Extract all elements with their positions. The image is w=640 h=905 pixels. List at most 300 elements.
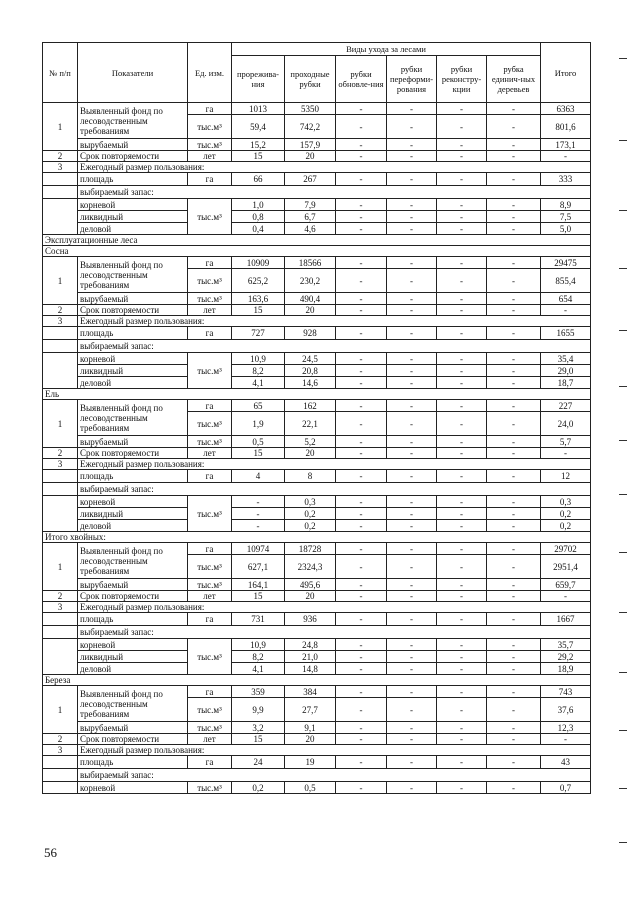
table-row <box>43 305 591 316</box>
value-cell: - <box>387 756 437 769</box>
indicator-label: Ежегодный размер пользования: <box>78 459 591 470</box>
unit-cell: га <box>188 686 232 698</box>
value-cell: - <box>487 686 541 698</box>
table-row <box>43 199 591 211</box>
value-cell: 0,2 <box>232 782 285 794</box>
value-cell: - <box>336 756 387 769</box>
value-cell: - <box>387 613 437 626</box>
value-cell: - <box>336 470 387 483</box>
margin-tick <box>619 268 627 269</box>
indicator-label: Выявленный фонд по лесоводственным требованиям <box>78 400 188 436</box>
value-cell: 2324,3 <box>285 555 336 579</box>
table-row <box>43 532 591 543</box>
unit-cell: лет <box>188 305 232 316</box>
value-cell: - <box>437 651 487 663</box>
empty-cell <box>43 340 78 353</box>
value-cell: - <box>387 663 437 675</box>
indicator-label: деловой <box>78 223 188 235</box>
row-number: 2 <box>43 305 78 316</box>
total-cell: 855,4 <box>541 269 591 293</box>
value-cell: - <box>387 293 437 305</box>
indicator-label: площадь <box>78 613 188 626</box>
empty-cell <box>43 756 78 769</box>
value-cell: - <box>387 269 437 293</box>
value-cell: - <box>437 639 487 651</box>
indicator-label: выбираемый запас: <box>78 186 591 199</box>
value-cell: 20 <box>285 305 336 316</box>
value-cell: - <box>387 211 437 223</box>
value-cell: 66 <box>232 173 285 186</box>
indicator-label: площадь <box>78 470 188 483</box>
total-cell: 8,9 <box>541 199 591 211</box>
value-cell: - <box>487 663 541 675</box>
value-cell: 1,0 <box>232 199 285 211</box>
indicator-label: вырубаемый <box>78 139 188 151</box>
table-row <box>43 483 591 496</box>
value-cell: 0,8 <box>232 211 285 223</box>
value-cell: 495,6 <box>285 579 336 591</box>
value-cell: - <box>437 173 487 186</box>
table-row <box>43 389 591 400</box>
table-row <box>43 591 591 602</box>
margin-tick <box>619 494 627 495</box>
total-cell: 0,2 <box>541 508 591 520</box>
value-cell: 1,9 <box>232 412 285 436</box>
value-cell: 18728 <box>285 543 336 555</box>
table-row <box>43 745 591 756</box>
margin-tick <box>619 612 627 613</box>
margin-tick <box>619 58 627 59</box>
value-cell: - <box>387 257 437 269</box>
value-cell: 4 <box>232 470 285 483</box>
value-cell: - <box>336 698 387 722</box>
header-thinning: прорежива-ния <box>232 56 285 103</box>
value-cell: - <box>336 543 387 555</box>
total-cell: 29,0 <box>541 365 591 377</box>
table-row <box>43 257 591 269</box>
value-cell: - <box>437 698 487 722</box>
value-cell: 27,7 <box>285 698 336 722</box>
value-cell: - <box>336 199 387 211</box>
value-cell: - <box>387 305 437 316</box>
value-cell: - <box>487 651 541 663</box>
value-cell: - <box>232 520 285 532</box>
value-cell: - <box>487 579 541 591</box>
value-cell: - <box>437 305 487 316</box>
indicator-label: Выявленный фонд по лесоводственным требованиям <box>78 103 188 139</box>
value-cell: - <box>487 211 541 223</box>
value-cell: 20 <box>285 151 336 162</box>
value-cell: - <box>437 782 487 794</box>
value-cell: - <box>487 496 541 508</box>
empty-cell <box>43 769 78 782</box>
value-cell: - <box>387 470 437 483</box>
margin-tick <box>619 672 627 673</box>
total-cell: 35,4 <box>541 353 591 365</box>
table-row <box>43 675 591 686</box>
unit-cell: тыс.м³ <box>188 782 232 794</box>
value-cell: 0,2 <box>285 520 336 532</box>
row-number: 2 <box>43 734 78 745</box>
table-row <box>43 327 591 340</box>
unit-cell: тыс.м³ <box>188 436 232 448</box>
value-cell: - <box>336 613 387 626</box>
total-cell: 12,3 <box>541 722 591 734</box>
value-cell: 742,2 <box>285 115 336 139</box>
value-cell: 230,2 <box>285 269 336 293</box>
value-cell: - <box>336 508 387 520</box>
indicator-label: деловой <box>78 377 188 389</box>
value-cell: - <box>336 496 387 508</box>
value-cell: - <box>487 173 541 186</box>
indicator-label: корневой <box>78 782 188 794</box>
value-cell: - <box>387 173 437 186</box>
empty-cell <box>43 199 78 235</box>
total-cell: 654 <box>541 293 591 305</box>
value-cell: - <box>336 211 387 223</box>
value-cell: - <box>487 448 541 459</box>
value-cell: - <box>387 579 437 591</box>
table-row <box>43 377 591 389</box>
value-cell: - <box>437 470 487 483</box>
value-cell: - <box>387 151 437 162</box>
value-cell: - <box>437 365 487 377</box>
row-number: 2 <box>43 448 78 459</box>
value-cell: - <box>336 448 387 459</box>
table-row <box>43 139 591 151</box>
value-cell: 15 <box>232 305 285 316</box>
unit-cell: лет <box>188 151 232 162</box>
indicator-label: Ежегодный размер пользования: <box>78 745 591 756</box>
table-row <box>43 459 591 470</box>
value-cell: 59,4 <box>232 115 285 139</box>
table-row <box>43 293 591 305</box>
table-row <box>43 663 591 675</box>
value-cell: - <box>336 173 387 186</box>
value-cell: - <box>437 496 487 508</box>
value-cell: - <box>336 103 387 115</box>
value-cell: - <box>437 579 487 591</box>
value-cell: - <box>487 115 541 139</box>
header-indicators: Показатели <box>78 43 188 103</box>
value-cell: - <box>437 199 487 211</box>
value-cell: - <box>336 734 387 745</box>
table-row <box>43 448 591 459</box>
value-cell: - <box>336 722 387 734</box>
value-cell: - <box>437 293 487 305</box>
value-cell: 19 <box>285 756 336 769</box>
value-cell: 15 <box>232 591 285 602</box>
unit-cell: га <box>188 613 232 626</box>
value-cell: - <box>487 613 541 626</box>
table-row <box>43 235 591 246</box>
margin-tick <box>619 730 627 731</box>
indicator-label: площадь <box>78 756 188 769</box>
value-cell: 157,9 <box>285 139 336 151</box>
table-row <box>43 223 591 235</box>
header-num: № п/п <box>43 43 78 103</box>
indicator-label: корневой <box>78 639 188 651</box>
total-cell: 333 <box>541 173 591 186</box>
unit-cell: тыс.м³ <box>188 139 232 151</box>
value-cell: - <box>387 436 437 448</box>
row-number: 1 <box>43 103 78 151</box>
unit-cell: га <box>188 756 232 769</box>
value-cell: 163,6 <box>232 293 285 305</box>
value-cell: 359 <box>232 686 285 698</box>
unit-cell: тыс.м³ <box>188 412 232 436</box>
value-cell: 20 <box>285 591 336 602</box>
total-cell: 24,0 <box>541 412 591 436</box>
margin-tick <box>619 210 627 211</box>
total-cell: 18,9 <box>541 663 591 675</box>
total-cell: 12 <box>541 470 591 483</box>
table-row <box>43 756 591 769</box>
margin-tick <box>619 330 627 331</box>
indicator-label: ликвидный <box>78 365 188 377</box>
total-cell: - <box>541 591 591 602</box>
margin-tick <box>619 842 627 843</box>
indicator-label: выбираемый запас: <box>78 769 591 782</box>
value-cell: - <box>487 269 541 293</box>
table-row <box>43 211 591 223</box>
unit-cell: тыс.м³ <box>188 579 232 591</box>
value-cell: - <box>336 269 387 293</box>
total-cell: 6363 <box>541 103 591 115</box>
margin-tick <box>619 140 627 141</box>
table-row <box>43 496 591 508</box>
header-total: Итого <box>541 43 591 103</box>
total-cell: 7,5 <box>541 211 591 223</box>
value-cell: - <box>487 734 541 745</box>
header-renewal-cuts: рубки обновле-ния <box>336 56 387 103</box>
value-cell: 8 <box>285 470 336 483</box>
value-cell: - <box>387 412 437 436</box>
value-cell: 627,1 <box>232 555 285 579</box>
value-cell: - <box>437 269 487 293</box>
empty-cell <box>43 173 78 186</box>
empty-cell <box>43 626 78 639</box>
value-cell: 9,9 <box>232 698 285 722</box>
value-cell: - <box>336 365 387 377</box>
table-row <box>43 162 591 173</box>
value-cell: - <box>437 211 487 223</box>
unit-cell: тыс.м³ <box>188 555 232 579</box>
total-cell: - <box>541 305 591 316</box>
table-row <box>43 613 591 626</box>
value-cell: 0,5 <box>285 782 336 794</box>
total-cell: 227 <box>541 400 591 412</box>
row-number: 1 <box>43 400 78 448</box>
value-cell: - <box>336 305 387 316</box>
unit-cell: га <box>188 543 232 555</box>
table-row <box>43 734 591 745</box>
indicator-label: деловой <box>78 520 188 532</box>
total-cell: - <box>541 151 591 162</box>
indicator-label: Выявленный фонд по лесоводственным требованиям <box>78 543 188 579</box>
indicator-label: вырубаемый <box>78 293 188 305</box>
value-cell: - <box>387 651 437 663</box>
row-number: 1 <box>43 686 78 734</box>
row-number: 1 <box>43 543 78 591</box>
value-cell: 15 <box>232 151 285 162</box>
value-cell: - <box>487 257 541 269</box>
table-row <box>43 782 591 794</box>
unit-cell: тыс.м³ <box>188 293 232 305</box>
value-cell: - <box>387 543 437 555</box>
value-cell: 6,7 <box>285 211 336 223</box>
value-cell: - <box>336 663 387 675</box>
value-cell: - <box>487 223 541 235</box>
value-cell: - <box>232 496 285 508</box>
value-cell: - <box>437 756 487 769</box>
unit-cell: тыс.м³ <box>188 199 232 235</box>
total-cell: 43 <box>541 756 591 769</box>
value-cell: 15 <box>232 734 285 745</box>
value-cell: - <box>387 686 437 698</box>
indicator-label: Выявленный фонд по лесоводственным требованиям <box>78 686 188 722</box>
value-cell: - <box>487 508 541 520</box>
value-cell: 4,6 <box>285 223 336 235</box>
value-cell: - <box>437 591 487 602</box>
value-cell: - <box>487 698 541 722</box>
total-cell: 0,3 <box>541 496 591 508</box>
unit-cell: тыс.м³ <box>188 269 232 293</box>
table-row <box>43 470 591 483</box>
value-cell: 731 <box>232 613 285 626</box>
value-cell: - <box>336 686 387 698</box>
value-cell: - <box>487 400 541 412</box>
section-title: Итого хвойных: <box>43 532 591 543</box>
unit-cell: га <box>188 470 232 483</box>
unit-cell: тыс.м³ <box>188 353 232 389</box>
value-cell: - <box>487 520 541 532</box>
value-cell: 15,2 <box>232 139 285 151</box>
unit-cell: тыс.м³ <box>188 496 232 532</box>
value-cell: 5,2 <box>285 436 336 448</box>
value-cell: - <box>387 199 437 211</box>
value-cell: 0,3 <box>285 496 336 508</box>
table-row <box>43 769 591 782</box>
value-cell: - <box>387 400 437 412</box>
value-cell: - <box>336 327 387 340</box>
empty-cell <box>43 353 78 389</box>
value-cell: - <box>487 591 541 602</box>
value-cell: - <box>437 139 487 151</box>
indicator-label: деловой <box>78 663 188 675</box>
indicator-label: Ежегодный размер пользования: <box>78 602 591 613</box>
margin-tick <box>619 440 627 441</box>
unit-cell: лет <box>188 448 232 459</box>
indicator-label: вырубаемый <box>78 436 188 448</box>
value-cell: - <box>336 115 387 139</box>
value-cell: 8,2 <box>232 365 285 377</box>
unit-cell: га <box>188 173 232 186</box>
value-cell: - <box>437 520 487 532</box>
value-cell: - <box>387 377 437 389</box>
row-number: 3 <box>43 162 78 173</box>
value-cell: - <box>487 199 541 211</box>
value-cell: 727 <box>232 327 285 340</box>
value-cell: - <box>387 782 437 794</box>
header-passage-cuts: проходные рубки <box>285 56 336 103</box>
value-cell: - <box>487 722 541 734</box>
value-cell: 936 <box>285 613 336 626</box>
value-cell: - <box>487 436 541 448</box>
value-cell: - <box>336 223 387 235</box>
table-row <box>43 173 591 186</box>
total-cell: 37,6 <box>541 698 591 722</box>
value-cell: - <box>387 139 437 151</box>
empty-cell <box>43 470 78 483</box>
value-cell: 162 <box>285 400 336 412</box>
value-cell: - <box>336 591 387 602</box>
table-row <box>43 151 591 162</box>
table-row <box>43 436 591 448</box>
value-cell: 9,1 <box>285 722 336 734</box>
value-cell: - <box>437 613 487 626</box>
total-cell: 2951,4 <box>541 555 591 579</box>
table-row <box>43 353 591 365</box>
empty-cell <box>43 613 78 626</box>
indicator-label: площадь <box>78 327 188 340</box>
total-cell: 5,0 <box>541 223 591 235</box>
value-cell: 1013 <box>232 103 285 115</box>
total-cell: 1655 <box>541 327 591 340</box>
indicator-label: Выявленный фонд по лесоводственным требованиям <box>78 257 188 293</box>
value-cell: - <box>387 365 437 377</box>
value-cell: - <box>487 639 541 651</box>
value-cell: - <box>487 353 541 365</box>
value-cell: 8,2 <box>232 651 285 663</box>
row-number: 1 <box>43 257 78 305</box>
indicator-label: ликвидный <box>78 508 188 520</box>
value-cell: - <box>487 139 541 151</box>
value-cell: - <box>437 103 487 115</box>
empty-cell <box>43 327 78 340</box>
value-cell: 65 <box>232 400 285 412</box>
value-cell: - <box>387 353 437 365</box>
value-cell: 20 <box>285 734 336 745</box>
indicator-label: Срок повторяемости <box>78 448 188 459</box>
value-cell: - <box>387 448 437 459</box>
value-cell: - <box>437 686 487 698</box>
value-cell: 3,2 <box>232 722 285 734</box>
value-cell: - <box>336 555 387 579</box>
value-cell: - <box>336 377 387 389</box>
empty-cell <box>43 782 78 794</box>
value-cell: - <box>387 555 437 579</box>
value-cell: - <box>336 412 387 436</box>
value-cell: 10,9 <box>232 353 285 365</box>
value-cell: - <box>487 543 541 555</box>
total-cell: 29475 <box>541 257 591 269</box>
table-row <box>43 186 591 199</box>
table-row <box>43 651 591 663</box>
value-cell: - <box>437 377 487 389</box>
indicator-label: корневой <box>78 496 188 508</box>
value-cell: - <box>387 508 437 520</box>
table-row <box>43 686 591 698</box>
total-cell: 5,7 <box>541 436 591 448</box>
header-reconstruction-cuts: рубки реконстру-кции <box>437 56 487 103</box>
total-cell: 659,7 <box>541 579 591 591</box>
total-cell: 173,1 <box>541 139 591 151</box>
margin-tick <box>619 552 627 553</box>
empty-cell <box>43 639 78 675</box>
indicator-label: ликвидный <box>78 211 188 223</box>
value-cell: - <box>437 151 487 162</box>
